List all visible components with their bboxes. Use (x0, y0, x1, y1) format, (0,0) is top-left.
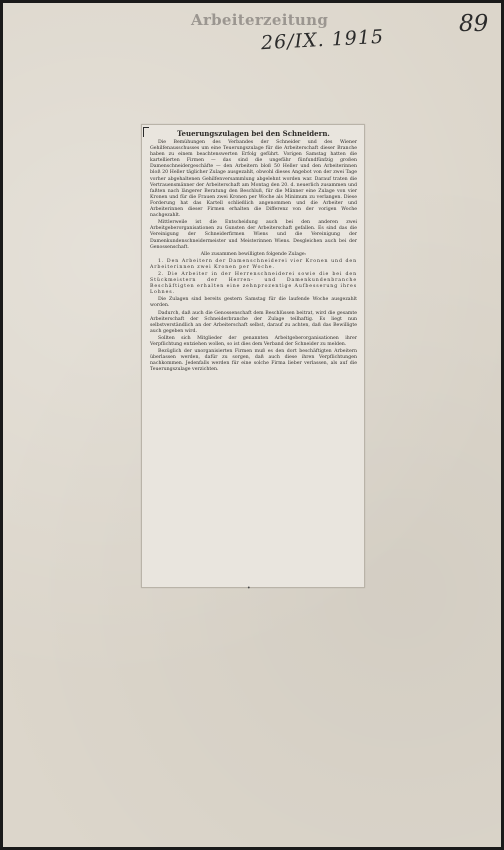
article-paragraph: Die Bemühungen des Verbandes der Schneider und des Wiener Gehilfenausschusses um eine Teuerungszulage für die Arbeiterschaft dieser Branche haben zu einem beachtenswerten Erfolg geführt. Vorigen Samstag hatten die kartellierten Firmen — das sind die ungefähr fünfundfünfzig großen Damenschneidergeschäfte — den Arbeitern bloß 50 Heller und den Arbeiterinnen bloß 20 Heller täglicher Zulage ausgezahlt, obwohl dieses Angebot von der zwei Tage vorher abgehaltenen Gehilfenversammlung abgelehnt worden war. Darauf traten die Vertrauensmänner der Arbeiterschaft am Montag den 20. d. neuerlich zusammen und faßten nach längerer Beratung den Beschluß, für die Männer eine Zulage von vier Kronen und für die Frauen zwei Kronen per Woche als Minimum zu verlangen. Diese Forderung hat das Kartell schließlich angenommen und die Arbeiter und Arbeiterinnen dieser Firmen erhalten die Differenz von der vorigen Woche nachgezahlt. (150, 140, 357, 219)
article-paragraph: Dadurch, daß auch die Genossenschaft dem Beschlüssen beitrat, wird die gesamte Arbeiterschaft der Schneiderbranche der Zulage teilhaftig. Es liegt nun selbstverständlich an der Arbeiterschaft selbst, darauf zu achten, daß das Bewilligte auch gegeben wird. (150, 310, 357, 334)
article-paragraph: Bezüglich der unorganisierten Firmen muß es den dort beschäftigten Arbeitern überlassen werden, dafür zu sorgen, daß auch diese ihren Verpflichtungen nachkommen. Jedenfalls werden für eine solche Firma lieber verlassen, als auf die Teuerungszulage verzichten. (150, 349, 357, 373)
article-paragraph: Die Zulagen sind bereits gestern Samstag für die laufende Woche ausgezahlt worden. (150, 297, 357, 309)
newspaper-masthead: Arbeiterzeitung (191, 11, 329, 29)
handwritten-page-number: 89 (459, 11, 489, 37)
article-title: Teuerungszulagen bei den Schneidern. (177, 129, 330, 138)
article-paragraph: Mittlerweile ist die Entscheidung auch bei den anderen zwei Arbeitgeberorganisationen zu Gunsten der Arbeiterschaft gefallen. Es sind das die Vereinigung der Schneiderfirmen Wiens und die Vereinigung der Damenkundenschneidermeister und Meisterinnen Wiens. Desgleichen auch bei der Genossenschaft. (150, 220, 357, 250)
newspaper-clipping (141, 124, 365, 588)
pencil-corner-mark (143, 127, 149, 137)
archive-sheet (3, 3, 501, 847)
article-paragraph: 1. Den Arbeitern der Damenschneiderei vier Kronen und den Arbeiterinnen zwei Kronen per Woche. (150, 258, 357, 270)
article-body (150, 140, 357, 373)
clipping-end-mark: • (247, 585, 251, 592)
article-paragraph: Sollten sich Mitglieder der genannten Arbeitgeberorganisationen ihrer Verpflichtung entziehen wollen, so ist dies dem Verband der Schneider zu melden. (150, 335, 357, 347)
article-paragraph: 2. Die Arbeiter in der Herrenschneiderei sowie die bei den Stückmeistern der Herren- und Damenkundenbranche Beschäftigten erhalten eine zehnprozentige Aufbesserung ihres Lohnes. (150, 271, 357, 296)
article-paragraph: Alle zusammen bewilligten folgende Zulage: (200, 251, 307, 257)
handwritten-date: 26/IX. 1915 (260, 25, 385, 55)
